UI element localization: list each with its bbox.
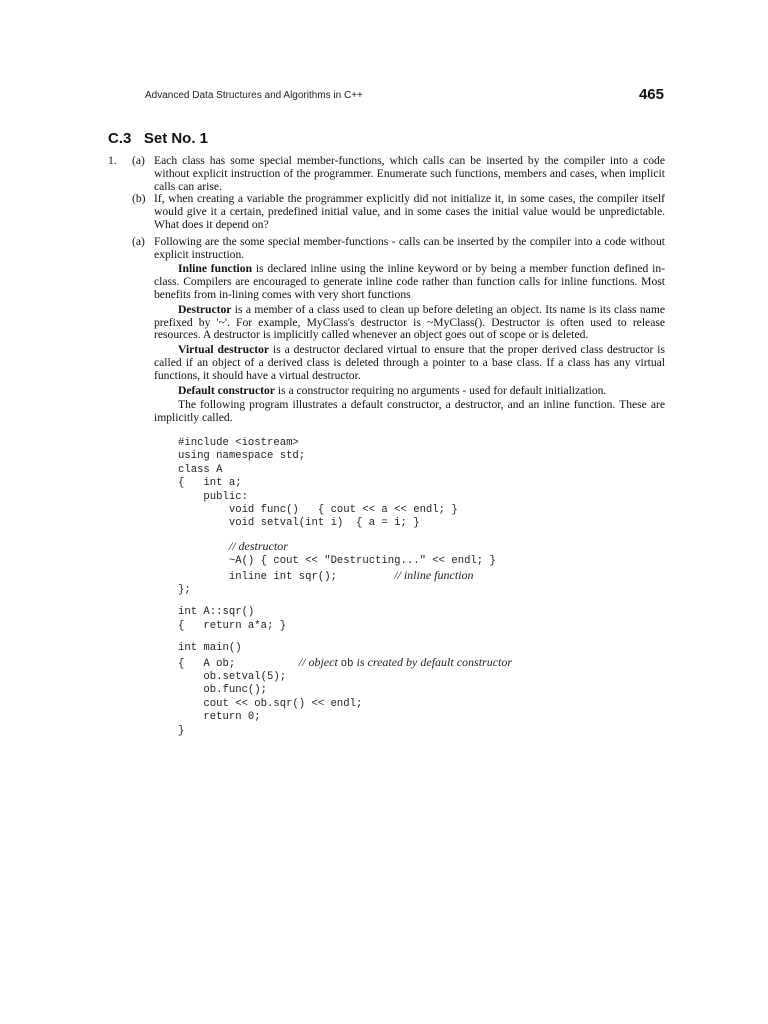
code-comment-object: // object ob is created by default constructor bbox=[298, 654, 513, 670]
para-virtual-destructor bbox=[154, 344, 665, 382]
code-line: class A bbox=[178, 463, 223, 476]
code-line: ob.func(); bbox=[178, 684, 268, 697]
term-virtual-destructor: Virtual destructor bbox=[178, 343, 270, 357]
code-line: { return a*a; } bbox=[178, 619, 287, 632]
code-line: #include <iostream> bbox=[178, 436, 299, 449]
term-inline-function: Inline function bbox=[178, 262, 253, 276]
para-inline-function bbox=[154, 263, 665, 301]
code-line: public: bbox=[178, 490, 248, 503]
code-line: ob.setval(5); bbox=[178, 671, 287, 684]
code-line: return 0; bbox=[178, 711, 261, 724]
code-line: void func() { cout << a << endl; } bbox=[178, 503, 458, 516]
code-line bbox=[178, 656, 665, 671]
question-label-a: (a) bbox=[132, 154, 145, 167]
para-program-intro: The following program illustrates a default constructor, a destructor, and an inline function. These are implicitly called. bbox=[154, 398, 665, 425]
page-content bbox=[108, 155, 665, 738]
answer-intro: Following are the some special member-functions - calls can be inserted by the compiler into a code without explicit instruction. bbox=[154, 234, 665, 261]
code-line: } bbox=[178, 724, 185, 737]
code-line: void setval(int i) { a = i; } bbox=[178, 517, 420, 530]
code-line: cout << ob.sqr() << endl; bbox=[178, 697, 363, 710]
term-destructor: Destructor bbox=[178, 302, 232, 316]
question-1b bbox=[108, 193, 665, 231]
page-number: 465 bbox=[638, 86, 664, 103]
text-inline-function: is declared inline using the inline keyword or by being a member function defined in-class. Compilers are encouraged to generate inline code rather than function calls for inline functions. Most benefits from in-lining comes with very short functions bbox=[154, 262, 665, 301]
code-line: { int a; bbox=[178, 477, 242, 490]
code-line: ~A() { cout << "Destructing..." << endl; } bbox=[178, 555, 496, 568]
code-comment-inline: // inline function bbox=[394, 567, 474, 582]
code-comment-destructor: // destructor bbox=[228, 538, 288, 553]
term-default-constructor: Default constructor bbox=[178, 383, 275, 397]
question-text-b: If, when creating a variable the programmer explicitly did not initialize it, in some cases, the compiler itself would give it a certain, predefined initial value, and in some cases the initial value would be unpredictable. What does it depend on? bbox=[154, 192, 665, 231]
code-line: int A::sqr() bbox=[178, 606, 255, 619]
para-destructor bbox=[154, 304, 665, 342]
code-line: int main() bbox=[178, 642, 242, 655]
code-listing bbox=[178, 437, 665, 738]
text-destructor: is a member of a class used to clean up before deleting an object. Its name is its class name prefixed by '~'. For example, MyClass's destructor is ~MyClass(). Destructor is often used to release resources. A destructor is implicitly called whenever an object goes out of scope or is deleted. bbox=[154, 302, 665, 342]
answer-label-a: (a) bbox=[132, 234, 145, 248]
code-text: inline int sqr(); bbox=[178, 570, 337, 583]
section-title: C.3 Set No. 1 bbox=[108, 130, 209, 147]
question-number: 1. bbox=[108, 154, 117, 167]
running-header-title: Advanced Data Structures and Algorithms in C++ bbox=[145, 90, 363, 101]
para-default-constructor bbox=[154, 385, 665, 398]
code-text: { A ob; bbox=[178, 657, 236, 670]
code-line: }; bbox=[178, 584, 191, 596]
code-comment-line bbox=[178, 540, 665, 555]
question-label-b: (b) bbox=[132, 192, 146, 206]
code-line: using namespace std; bbox=[178, 450, 306, 463]
question-1a bbox=[108, 155, 665, 193]
question-text-a: Each class has some special member-functions, which calls can be inserted by the compiler into a code without explicit instruction of the programmer. Enumerate such functions, members and cases, when implicit calls can arise. bbox=[154, 154, 665, 193]
code-line bbox=[178, 569, 665, 584]
answer-a bbox=[108, 236, 665, 425]
text-virtual-destructor: is a destructor declared virtual to ensure that the proper derived class destructor is called if an object of a derived class is deleted through a pointer to a base class. If a class has any virtual functions, it should have a virtual destructor. bbox=[154, 343, 665, 382]
text-default-constructor: is a constructor requiring no arguments - used for default initialization. bbox=[274, 383, 607, 397]
